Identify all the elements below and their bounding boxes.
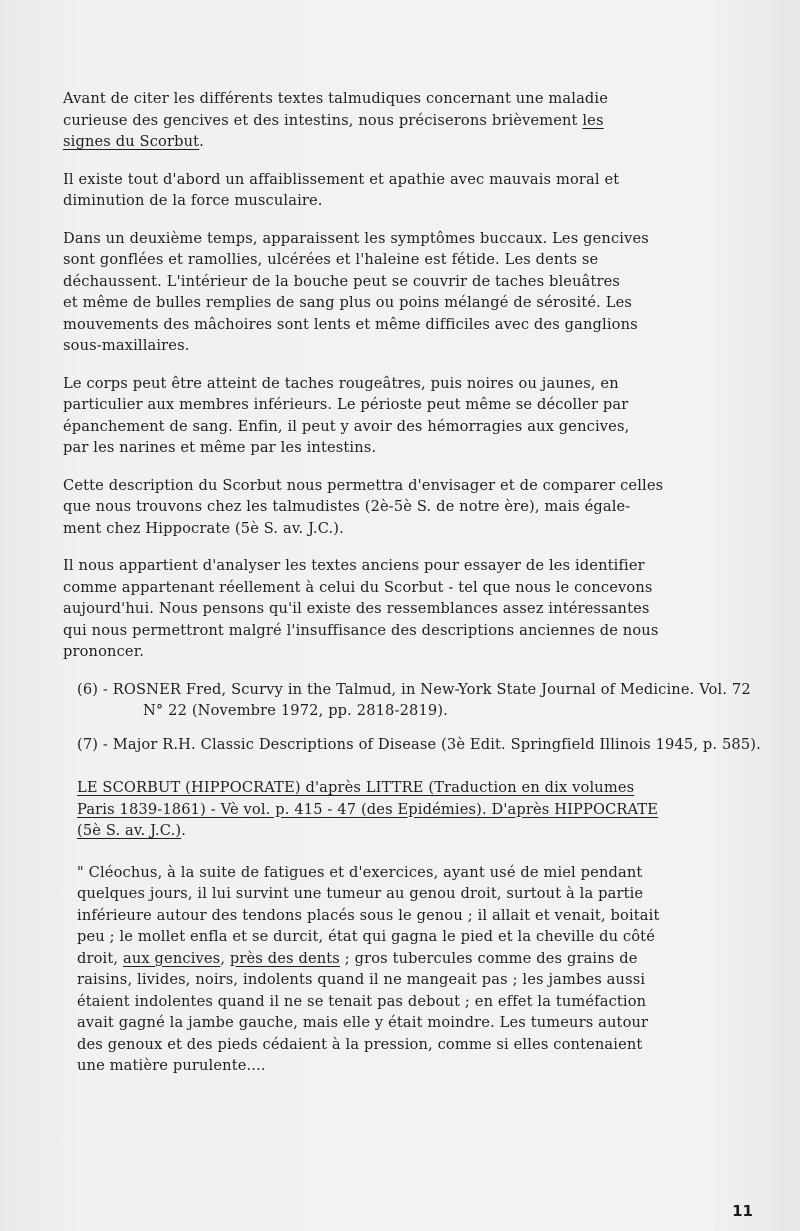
intro-text: Avant de citer les différents textes talmudiques concernant une maladie curieuse des gencives et des intestins, nous préciserons brièvement bbox=[63, 90, 609, 129]
paragraph-analysis: Il nous appartient d'analyser les textes anciens pour essayer de les identifier comme appartenant réellement à celui du Scorbut - tel que nous le concevons aujourd'hui. Nous pensons qu'il existe des ressemblances assez intéressantes qui nous permettront malgré l'insuffisance des descriptions anciennes de nous prononcer. bbox=[63, 557, 659, 660]
paragraph-intro bbox=[63, 88, 763, 153]
page-number: 11 bbox=[732, 1202, 753, 1220]
section-heading-text: LE SCORBUT (HIPPOCRATE) d'après LITTRE (Traduction en dix volumes Paris 1839-1861) - Vè vol. p. 415 - 47 (des Epidémies). D'après HIPPOCRATE (5è S. av. J.C.) bbox=[77, 779, 659, 839]
hippocrates-quote bbox=[77, 862, 767, 1077]
quote-part-1: " Cléochus, à la suite de fatigues et d'exercices, ayant usé de miel pendant quelques jours, il lui survint une tumeur au genou droit, surtout à la partie inférieure autour des tendons placés sous le genou ; il allait et venait, boitait peu ; le mollet enfla et se durcit, état qui gagna le pied et la cheville du côté droit, bbox=[77, 863, 660, 967]
paragraph-body-spots: Le corps peut être atteint de taches rougeâtres, puis noires ou jaunes, en particulier aux membres inférieurs. Le périoste peut même se décoller par épanchement de sang. Enfin, il peut y avoir des hémorragies aux gencives, par les narines et même par les intestins. bbox=[63, 374, 630, 456]
section-heading-period: . bbox=[181, 822, 187, 839]
paragraph-description: Cette description du Scorbut nous permettra d'envisager et de comparer celles que nous trouvons chez les talmudistes (2è-5è S. de notre ère), mais égale- ment chez Hippocrate (5è S. av. J.C.). bbox=[63, 476, 664, 537]
quote-underlined-teeth: près des dents bbox=[229, 949, 340, 967]
reference-6: (6) - ROSNER Fred, Scurvy in the Talmud, in New-York State Journal of Medicine. Vol. 72 N° 22 (Novembre 1972, pp. 2818-2819). bbox=[77, 680, 751, 719]
paragraph-oral-symptoms: Dans un deuxième temps, apparaissent les symptômes buccaux. Les gencives sont gonflées et ramollies, ulcérées et l'haleine est fétide. Les dents se déchaussent. L'intérieur de la bouche peut se couvrir de taches bleuâtres et même de bulles remplies de sang plus ou poins mélangé de sérosité. Les mouvements des mâchoires sont lents et même difficiles avec des ganglions sous-maxillaires. bbox=[63, 229, 649, 354]
text-column bbox=[63, 88, 763, 1077]
intro-period: . bbox=[199, 133, 204, 150]
quote-separator: , bbox=[220, 949, 230, 967]
section-heading bbox=[77, 777, 787, 842]
quote-underlined-gums: aux gencives bbox=[122, 949, 221, 967]
reference-7: (7) - Major R.H. Classic Descriptions of Disease (3è Edit. Springfield Illinois 1945, p. 585). bbox=[77, 735, 761, 753]
paragraph-weakness: Il existe tout d'abord un affaiblissement et apathie avec mauvais moral et diminution de la force musculaire. bbox=[63, 170, 620, 209]
scurvy-signs-underlined: les signes du Scorbut bbox=[63, 111, 604, 150]
quote-part-2: ; gros tubercules comme des grains de raisins, livides, noirs, indolents quand il ne mangeait pas ; les jambes aussi étaient indolentes quand il ne se tenait pas debout ; en effet la tuméfaction avait gagné la jambe gauche, mais elle y était moindre. Les tumeurs autour des genoux et des pieds cédaient à la pression, comme si elles contenaient une matière purulente.... bbox=[77, 949, 649, 1074]
